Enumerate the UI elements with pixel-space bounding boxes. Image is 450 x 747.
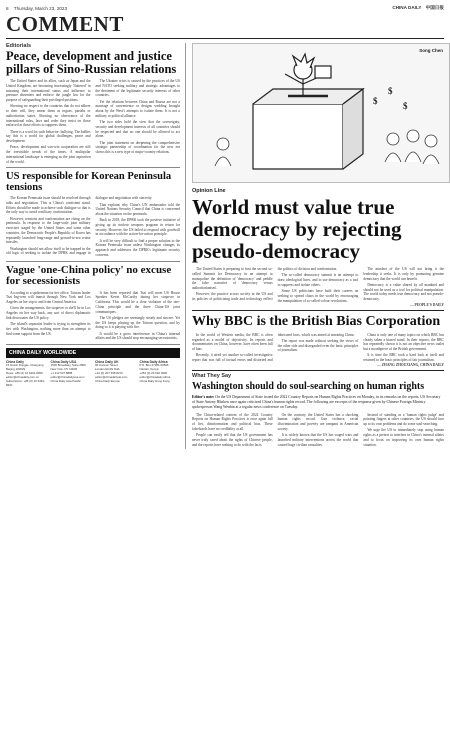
paragraph: Peace, development and win-win cooperation are still the irresistible trends of the times. A multipolar international landscape is emerging as the joint aspiration of the world. [6, 145, 91, 164]
paragraph: Instead of standing as a 'human rights judge' and pointing fingers at other countries, the US should face up to its own problems and do some soul-searching. [363, 412, 444, 427]
masthead-line: London EC4N 6HA [95, 367, 120, 372]
paragraph: The two sides hold the view that the sovereignty, security and development interests of all countries should be respected and that no one should be allowed to act alone. [95, 120, 180, 139]
section-title: COMMENT [6, 12, 444, 39]
paragraph: Washington should not allow itself to be trapped in the old logic of seeking to isolate the DPRK and engage in dialogue and negotiation with sincerity. [6, 196, 153, 256]
masthead-entry-name: China Daily USA [50, 360, 77, 365]
editorial-cartoon [192, 43, 450, 183]
paragraph: The island's separatist leader is trying to strengthen its ties with Washington, nothing more than an attempt to find some support from the US. [6, 322, 91, 336]
paragraph: The United States is preparing to host the second so-called Summit for Democracy in an attempt to monopolize the definition of 'democracy' and peddle the false narrative of 'democracy versus authoritarianism'. [192, 267, 273, 291]
masthead-contacts [6, 360, 180, 388]
masthead-entry [51, 360, 92, 388]
op-ed-2-byline: — ZHANG ZHOUXIANG, CHINA DAILY [377, 362, 444, 367]
content-columns [6, 43, 444, 449]
svg-text:$: $ [373, 96, 378, 106]
masthead-entry-name: China Daily UK [95, 360, 119, 365]
masthead-line: China Daily Hong Kong [139, 379, 170, 384]
paragraph: We urge the US to immediately stop using human rights as a pretext to interfere in China's internal affairs and to focus on improving its own human rights situation. [363, 428, 444, 447]
editorial-2 [6, 171, 180, 261]
masthead-line: News: +86 (0) 10 6491-8366 [6, 371, 43, 376]
masthead-line[interactable]: editor@chinadaily.africa [139, 375, 171, 380]
svg-text:$: $ [403, 101, 408, 111]
paragraph: The Korean Peninsula issue should be resolved through talks and negotiation. This is China's consistent stand. Efforts should be made to achieve such dialogue so that is the only way to avoid a military confrontation. [6, 196, 91, 215]
paragraph: However, the practice across society in the US and its policies of politicizing trade and technology reflect the politics of division and confrontation. [192, 267, 338, 302]
masthead-line: China Daily Europe [95, 379, 120, 384]
what-they-say-label: What They Say [192, 373, 232, 380]
editorial-3-headline: Vague 'one-China policy' no excuse for secessionists [6, 263, 172, 288]
opinion-column [186, 43, 444, 449]
masthead-line: +44 (0) 207 398 8270 [95, 371, 123, 376]
paragraph: On the contrary, the United States has a shocking human rights record. Gun violence, racial discrimination and poverty are rampant in American society. [277, 412, 359, 431]
masthead-entry-name: China Daily [6, 360, 24, 365]
paragraph: Showing no respect to the countries that do not adhere to their will, they smear them as rogues, pariahs or authoritarian states. Showing no observance of the international rules, laws and order they insist on those enforced at those efforts to suppress them. [6, 104, 91, 128]
paper-title: CHINA DAILY [392, 5, 422, 10]
paragraph: People can easily tell that the US government has never truly cared about the rights of Chinese people, and the reports have nothing to do with the facts. [192, 433, 273, 447]
divider [192, 370, 444, 371]
editorial-3-body [6, 291, 180, 341]
masthead-line: Nairobi, Kenya [139, 367, 159, 372]
paragraph: Yet the relations between China and Russia are not a marriage of convenience or designs wedding brought about by the West's attempts to isolate them. It is not a military or political alliance. [95, 99, 180, 118]
divider [192, 310, 444, 311]
cartoon-credit: Song Chen [419, 48, 443, 53]
paragraph: The report was made without seeking the views of the other side and disregarded even the basic principles of journalism. [277, 339, 359, 353]
op-ed-1-byline: — PEOPLE'S DAILY [409, 303, 444, 308]
masthead-line: +254 (0) 20 692 0900 [139, 371, 168, 376]
paragraph: It would be a gross interference in China's internal affairs and the US should stop encouraging secessionists. [95, 331, 180, 341]
paragraph: In the world of Western media, the BBC is often regarded as a model of objectivity. Its reports and documentaries on China, however, have often been full of bias. [192, 332, 273, 351]
paragraph: Given the arrangements, the stopover or she'll be in Los Angeles on her way back, any sort of direct diplomatic link dissociates the US policy. [6, 306, 91, 320]
masthead-entry [140, 360, 181, 388]
op-ed-3-headline: Washington should do soul-searching on human rights [192, 381, 425, 393]
paragraph: The China-related content of the 2022 Country Reports on Human Rights Practices is once again full of lies, disinformation and political bias. These falsehoods have no credibility at all. [192, 412, 273, 431]
paragraph: The mindset of the US will not bring it the leadership it seeks. It is only by promoting genuine democracy that the world can benefit. [363, 267, 444, 281]
paragraph: The US pledges are seemingly steady and sincere. Yet the US keeps playing up the Taiwan question, and by doing so it is playing with fire. [95, 315, 180, 330]
masthead-line: +1 212 537 8888 [50, 371, 73, 376]
paragraph: Recently, it aired yet another so-called investigative report that was full of factual errors and distorted and fabricated facts, which was aimed at smearing China. [192, 332, 355, 362]
paragraph: Back in 2018, the DPRK took the positive initiative of giving up its nuclear weapons program in return for security. However, the US failed to respond with goodwill in accordance with the action-for-action principle. [95, 218, 180, 237]
masthead-line: 90 Cannon Street [95, 363, 118, 368]
paragraph: The so-called democracy summit is an attempt to draw ideological lines, and to use democracy as a tool to suppress and isolate others. [277, 273, 359, 287]
editorial-3 [6, 265, 180, 345]
page-header [6, 4, 444, 12]
paragraph: It has been reported that Tsai will meet US House Speaker Kevin McCarthy during her stopover in California. This would be a clear violation of the one-China principle and the three China-US joint communiques. [95, 290, 180, 314]
paragraph: Some US politicians have built their careers on seeking to spread chaos in the world by encouraging the manipulation of so-called colour revolutions. [277, 289, 359, 303]
opinion-line-label: Opinion Line [192, 188, 226, 194]
masthead-line[interactable]: editor@chinadailyuk.com [95, 375, 128, 380]
masthead-entry [95, 360, 136, 388]
editorials-label: Editorials [6, 43, 32, 49]
masthead-line: China Daily Asia Pacific [50, 379, 81, 384]
editorial-1-headline: Peace, development and justice pillars of Sino-Russian relations [6, 49, 177, 77]
editorial-1 [6, 50, 180, 168]
masthead-line[interactable]: editor@chinadaily.com.cn [6, 375, 39, 380]
paragraph: It is widely known that the US has waged wars and launched military interventions across the world that caused huge civilian casualties. [277, 433, 359, 447]
editorial-2-body [6, 196, 180, 257]
paragraph: It is time the BBC took a hard look at itself and returned to the basic principles of fair journalism. [363, 353, 444, 362]
page-date: Thursday, March 23, 2023 [13, 5, 68, 11]
editorial-2-headline: US responsible for Korean Peninsula tensions [6, 171, 172, 194]
op-ed-2-body [192, 333, 444, 363]
paragraph: It will be very difficult to find a proper solution to the Korean Peninsula issue unless Washington changes its approach and addresses the DPRK's legitimate security concerns. [95, 238, 180, 257]
paragraph: The joint statement on deepening the comprehensive strategic partnership of coordination for the new era shows this is a new type of major-country relations. [95, 140, 180, 155]
masthead-line: 1500 Broadway, Suite 2800 [50, 363, 86, 368]
page-number: 8 [6, 5, 9, 11]
cartoon-illustration [193, 44, 450, 183]
page-info [6, 6, 71, 11]
paragraph: According to a spokesman for her office, Taiwan leader Tsai Ing-wen will transit through New York and Los Angeles on her trip to and from Central America. [6, 290, 91, 305]
paragraph: Democracy is a value shared by all mankind and should not be used as a tool for political manipulation. The world today needs true democracy and not pseudo-democracy. [363, 282, 444, 302]
editorials-column [6, 43, 186, 449]
op-ed-1-headline: World must value true democracy by rejecting pseudo-democracy [192, 195, 402, 264]
masthead-line: New York, NY 10036 [50, 367, 78, 372]
paper-name [392, 5, 444, 11]
masthead-line: Beijing 100029 [6, 367, 26, 372]
op-ed-1-body [192, 267, 444, 303]
editorial-1-body [6, 79, 180, 164]
editors-note-label: Editor's note: [192, 394, 215, 399]
op-ed-3-body [192, 413, 444, 449]
paper-title-cn: 中国日报 [425, 5, 444, 10]
editors-note [192, 395, 444, 410]
paragraph: The Ukraine crisis is caused by the practices of the US and NATO seeking military and strategic advantages to the detriment of the legitimate security interests of other countries. [95, 79, 180, 98]
masthead-entry [6, 360, 47, 388]
paragraph: There is a word for such behavior: bullying. The bullies say this is a world for global challenges, peace and development. [6, 129, 91, 144]
ballot-box-illustration [253, 89, 363, 169]
svg-text:$: $ [388, 86, 393, 96]
op-ed-2-headline: Why BBC is the British Bias Corporation [192, 314, 441, 330]
masthead-entry-name: China Daily Africa [139, 360, 168, 365]
masthead-line: Subscription: +86 (0) 10 6491-8631 [6, 379, 45, 388]
paragraph: That explains why China's UN ambassador told the United Nations Security Council that China is concerned about the situation on the peninsula. [95, 202, 180, 216]
paragraph: China is only one of many topics on which BBC has clearly taken a biased stand. In their reports, the BBC has repeatedly shown it is not an objective news outlet but a mouthpiece of the British government. [363, 332, 444, 351]
paragraph: The United States and its allies, such as Japan and the United Kingdom, are becoming increasingly 'fluttered' in misusing their international status and influence to pressure dissenters and enforce the jungle law for the purpose of safeguarding their privileged positions. [6, 79, 91, 103]
paragraph: However, tensions and confrontation are rising on the peninsula. In response to the large-scale joint military exercises staged by the United States and some other countries, the Democratic People's Republic of Korea has repeatedly launched long-range and ground-to-sea cruise missiles. [6, 216, 91, 245]
masthead-bar: CHINA DAILY WORLDWIDE [6, 348, 180, 358]
editors-note-text: On the US Department of State issued the 2022 Country Reports on Human Rights Practices on Monday, in its remarks on the reports, US Secretary of State Antony Blinken once again criticized China's human rights record. The following are excerpts of the response given by Chinese Foreign Ministry spokesperson Wang Wenbin at a regular news conference on Tuesday. [192, 394, 441, 409]
masthead-line: P.O. Box 27281-00506 [139, 363, 169, 368]
masthead-line[interactable]: editor@chinadailyusa.com [50, 375, 85, 380]
masthead-line: 15 Huixin Dongjie, Chaoyang [6, 363, 44, 368]
